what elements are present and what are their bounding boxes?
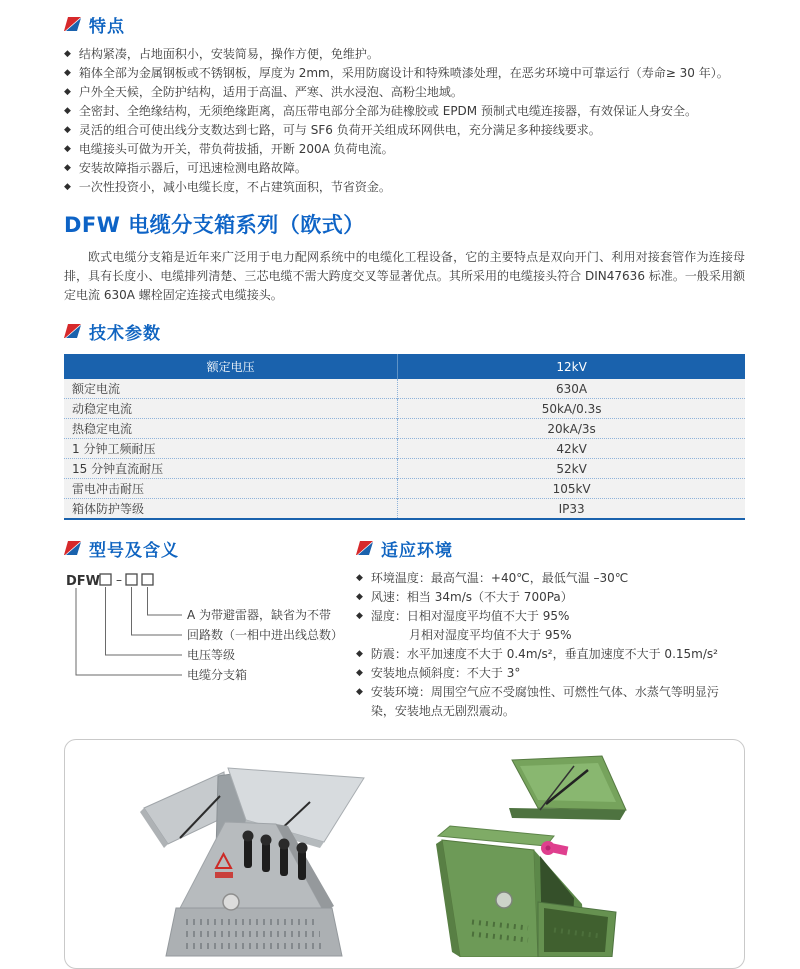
pink-cable-connector — [541, 841, 568, 855]
model-prefix: DFW — [66, 574, 101, 589]
diamond-bullet-icon: ◆ — [356, 573, 363, 583]
table-row — [64, 379, 745, 399]
section-marker-icon — [64, 324, 81, 339]
feature-text: 安装故障指示器后，可迅速检测电路故障。 — [78, 161, 307, 175]
environment-text: 湿度：日相对湿度平均值不大于 95% — [370, 609, 570, 623]
param-value: 20kA/3s — [398, 419, 745, 439]
model-label: A 为带避雷器，缺省为不带 — [187, 608, 332, 622]
series-title: DFW 电缆分支箱系列（欧式） — [64, 213, 365, 237]
param-name: 额定电流 — [64, 379, 398, 399]
environment-item-continuation — [356, 626, 736, 645]
feature-item — [64, 140, 745, 159]
model-digit-box — [100, 574, 111, 585]
section-marker-icon — [64, 541, 81, 556]
model-column — [64, 536, 356, 721]
features-section-header — [64, 12, 745, 37]
environment-section-header — [356, 536, 745, 561]
diamond-bullet-icon: ◆ — [64, 68, 71, 78]
model-section-header — [64, 536, 356, 561]
product-gallery — [64, 739, 745, 969]
diamond-bullet-icon: ◆ — [64, 144, 71, 154]
model-environment-zone — [64, 536, 745, 721]
diamond-bullet-icon: ◆ — [64, 87, 71, 97]
diamond-bullet-icon: ◆ — [356, 592, 363, 602]
model-designation-diagram — [64, 569, 356, 691]
model-digit-box — [142, 574, 153, 585]
diamond-bullet-icon: ◆ — [64, 182, 71, 192]
environment-list — [356, 569, 745, 721]
environment-text: 风速：相当 34m/s（不大于 700Pa） — [370, 590, 573, 604]
diamond-bullet-icon: ◆ — [356, 668, 363, 678]
environment-text: 环境温度：最高气温：+40℃，最低气温 –30℃ — [370, 571, 629, 585]
param-value: 105kV — [398, 479, 745, 499]
param-value: 42kV — [398, 439, 745, 459]
stainless-cable-branch-box-photo — [128, 750, 378, 958]
environment-item — [356, 645, 736, 664]
environment-item — [356, 569, 736, 588]
param-value: 630A — [398, 379, 745, 399]
table-row — [64, 419, 745, 439]
green-cable-branch-box-photo — [416, 752, 681, 957]
feature-item — [64, 159, 745, 178]
section-marker-icon — [356, 541, 373, 556]
tech-params-section-header — [64, 319, 745, 344]
table-header-cell: 12kV — [398, 354, 745, 379]
environment-title: 适应环境 — [381, 541, 453, 561]
environment-text: 安装地点倾斜度：不大于 3° — [370, 666, 521, 680]
diamond-bullet-icon: ◆ — [64, 125, 71, 135]
param-value: 50kA/0.3s — [398, 399, 745, 419]
environment-item — [356, 588, 736, 607]
feature-text: 全密封、全绝缘结构，无须绝缘距离，高压带电部分全部为硅橡胶或 EPDM 预制式电缆连接器，有效保证人身安全。 — [78, 104, 697, 118]
feature-item — [64, 83, 745, 102]
feature-item — [64, 121, 745, 140]
feature-text: 箱体全部为金属钢板或不锈钢板，厚度为 2mm，采用防腐设计和特殊喷漆处理，在恶劣环境中可靠运行（寿命≥ 30 年）。 — [78, 66, 729, 80]
feature-text: 一次性投资小，减小电缆长度，不占建筑面积，节省资金。 — [78, 180, 391, 194]
param-name: 箱体防护等级 — [64, 499, 398, 520]
param-name: 热稳定电流 — [64, 419, 398, 439]
environment-column — [356, 536, 745, 721]
table-row — [64, 479, 745, 499]
table-header-cell: 额定电压 — [64, 354, 398, 379]
lock-icon — [496, 892, 512, 908]
param-name: 15 分钟直流耐压 — [64, 459, 398, 479]
feature-item — [64, 178, 745, 197]
diamond-bullet-icon: ◆ — [356, 687, 363, 697]
feature-text: 灵活的组合可使出线分支数达到七路，可与 SF6 负荷开关组成环网供电，充分满足多种接线要求。 — [78, 123, 601, 137]
param-name: 动稳定电流 — [64, 399, 398, 419]
param-value: IP33 — [398, 499, 745, 520]
table-row — [64, 399, 745, 419]
model-dash: – — [116, 573, 122, 587]
environment-item — [356, 607, 736, 626]
section-marker-icon — [64, 17, 81, 32]
feature-item — [64, 64, 745, 83]
table-row — [64, 459, 745, 479]
tech-params-table — [64, 354, 745, 520]
model-title: 型号及含义 — [89, 541, 179, 561]
model-label: 电缆分支箱 — [187, 668, 248, 682]
diamond-bullet-icon: ◆ — [356, 611, 363, 621]
environment-text: 防震：水平加速度不大于 0.4m/s²，垂直加速度不大于 0.15m/s² — [370, 647, 718, 661]
feature-text: 结构紧凑，占地面积小，安装简易，操作方便，免维护。 — [78, 47, 379, 61]
feature-item — [64, 102, 745, 121]
model-label: 电压等级 — [187, 648, 236, 662]
model-digit-box — [126, 574, 137, 585]
param-name: 雷电冲击耐压 — [64, 479, 398, 499]
table-row — [64, 499, 745, 520]
tech-params-title: 技术参数 — [89, 324, 161, 344]
feature-text: 户外全天候，全防护结构，适用于高温、严寒、洪水浸泡、高粉尘地域。 — [78, 85, 463, 99]
environment-item — [356, 664, 736, 683]
diamond-bullet-icon: ◆ — [356, 649, 363, 659]
param-name: 1 分钟工频耐压 — [64, 439, 398, 459]
environment-text: 安装环境：周围空气应不受腐蚀性、可燃性气体、水蒸气等明显污染，安装地点无剧烈震动。 — [370, 685, 719, 718]
leader-lines — [76, 587, 182, 675]
diamond-bullet-icon: ◆ — [64, 106, 71, 116]
param-value: 52kV — [398, 459, 745, 479]
features-title: 特点 — [89, 17, 125, 37]
table-row — [64, 439, 745, 459]
series-paragraph: 欧式电缆分支箱是近年来广泛用于电力配网系统中的电缆化工程设备，它的主要特点是双向开门、利用对接套管作为连接母排，具有长度小、电缆排列清楚、三芯电缆不需大跨度交叉等显著优点。其所采用的电缆接头符合 DIN47636 标准。一般采用额定电流 630A 螺栓固定连接式电缆接头。 — [64, 250, 745, 302]
lock-icon — [223, 894, 239, 910]
diamond-bullet-icon: ◆ — [64, 163, 71, 173]
diamond-bullet-icon: ◆ — [64, 49, 71, 59]
table-header-row — [64, 354, 745, 379]
features-list — [64, 45, 745, 197]
environment-text: 月相对湿度平均值不大于 95% — [409, 628, 572, 642]
model-label: 回路数（一相中进出线总数） — [187, 628, 344, 642]
feature-text: 电缆接头可做为开关，带负荷拔插，开断 200A 负荷电流。 — [78, 142, 394, 156]
environment-item — [356, 683, 736, 721]
feature-item — [64, 45, 745, 64]
